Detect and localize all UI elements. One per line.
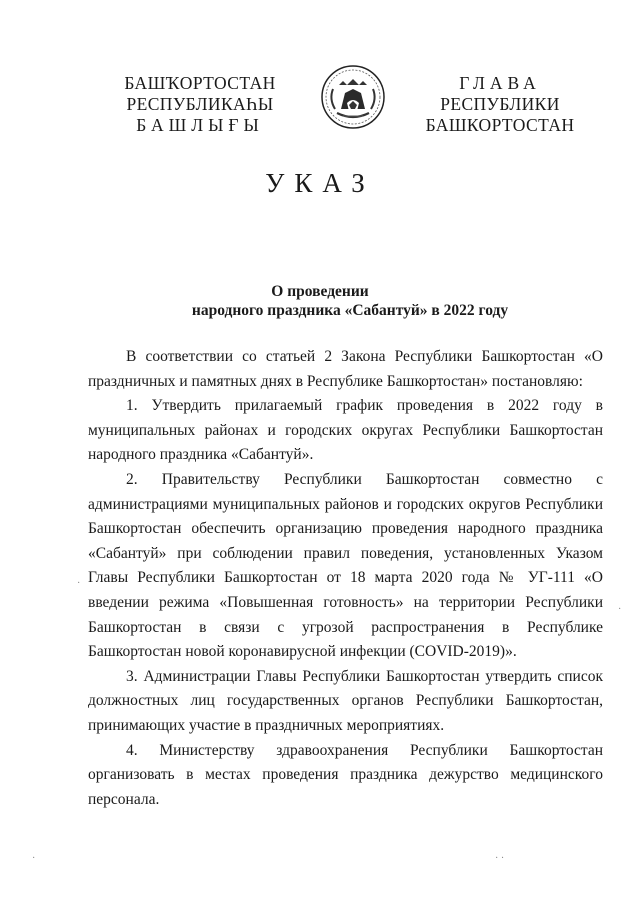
decree-body bbox=[88, 345, 603, 812]
item-3-paragraph: 3. Администрации Главы Республики Башкортостан утвердить список должностных лиц государственных органов Республики Башкортостан, принимающих участие в праздничных мероприятиях. bbox=[88, 667, 603, 734]
scan-mark: · bbox=[618, 604, 622, 615]
header-left-line-2: РЕСПУБЛИКАҺЫ bbox=[126, 94, 274, 114]
header-right-line-3: БАШКОРТОСТАН bbox=[425, 115, 575, 135]
scan-mark: · bbox=[77, 578, 81, 589]
header-right-russian bbox=[400, 73, 600, 136]
subject-line-2: народного праздника «Сабантуй» в 2022 году bbox=[191, 302, 509, 319]
header-left-line-1: БАШҠОРТОСТАН bbox=[124, 73, 276, 93]
header-left-bashkir bbox=[100, 73, 300, 136]
header-right-line-2: РЕСПУБЛИКИ bbox=[440, 94, 560, 114]
item-2-paragraph: 2. Правительству Республики Башкортостан совместно с администрациями муниципальных районов и городских округов Республики Башкортостан обеспечить организацию проведения народного праздника «Сабантуй» при соблюдении правил поведения, установленных Указом Главы Республики Башкортостан от 18 марта 2020 года № УГ-111 «О введении режима «Повышенная готовность» на территории Республики Башкортостан в связи с угрозой распространения в Республике Башкортостан новой коронавирусной инфекции (COVID-2019)». bbox=[88, 470, 603, 661]
item-1-paragraph: 1. Утвердить прилагаемый график проведения в 2022 году в муниципальных районах и городских округах Республики Башкортостан народного праздника «Сабантуй». bbox=[88, 397, 603, 464]
scan-mark: · bbox=[32, 853, 36, 864]
header-right-line-1: ГЛАВА bbox=[459, 73, 541, 93]
subject-line-1: О проведении bbox=[271, 283, 369, 300]
coat-of-arms-icon bbox=[319, 63, 387, 131]
header-left-line-3: БАШЛЫҒЫ bbox=[136, 115, 264, 135]
document-title: УКАЗ bbox=[265, 168, 375, 198]
preamble-paragraph: В соответствии со статьей 2 Закона Республики Башкортостан «О праздничных и памятных днях в Республике Башкортостан» постановляю: bbox=[88, 348, 603, 390]
item-4-paragraph: 4. Министерству здравоохранения Республики Башкортостан организовать в местах проведения праздника дежурство медицинского персонала. bbox=[88, 741, 603, 808]
scan-mark: · · bbox=[495, 853, 505, 864]
